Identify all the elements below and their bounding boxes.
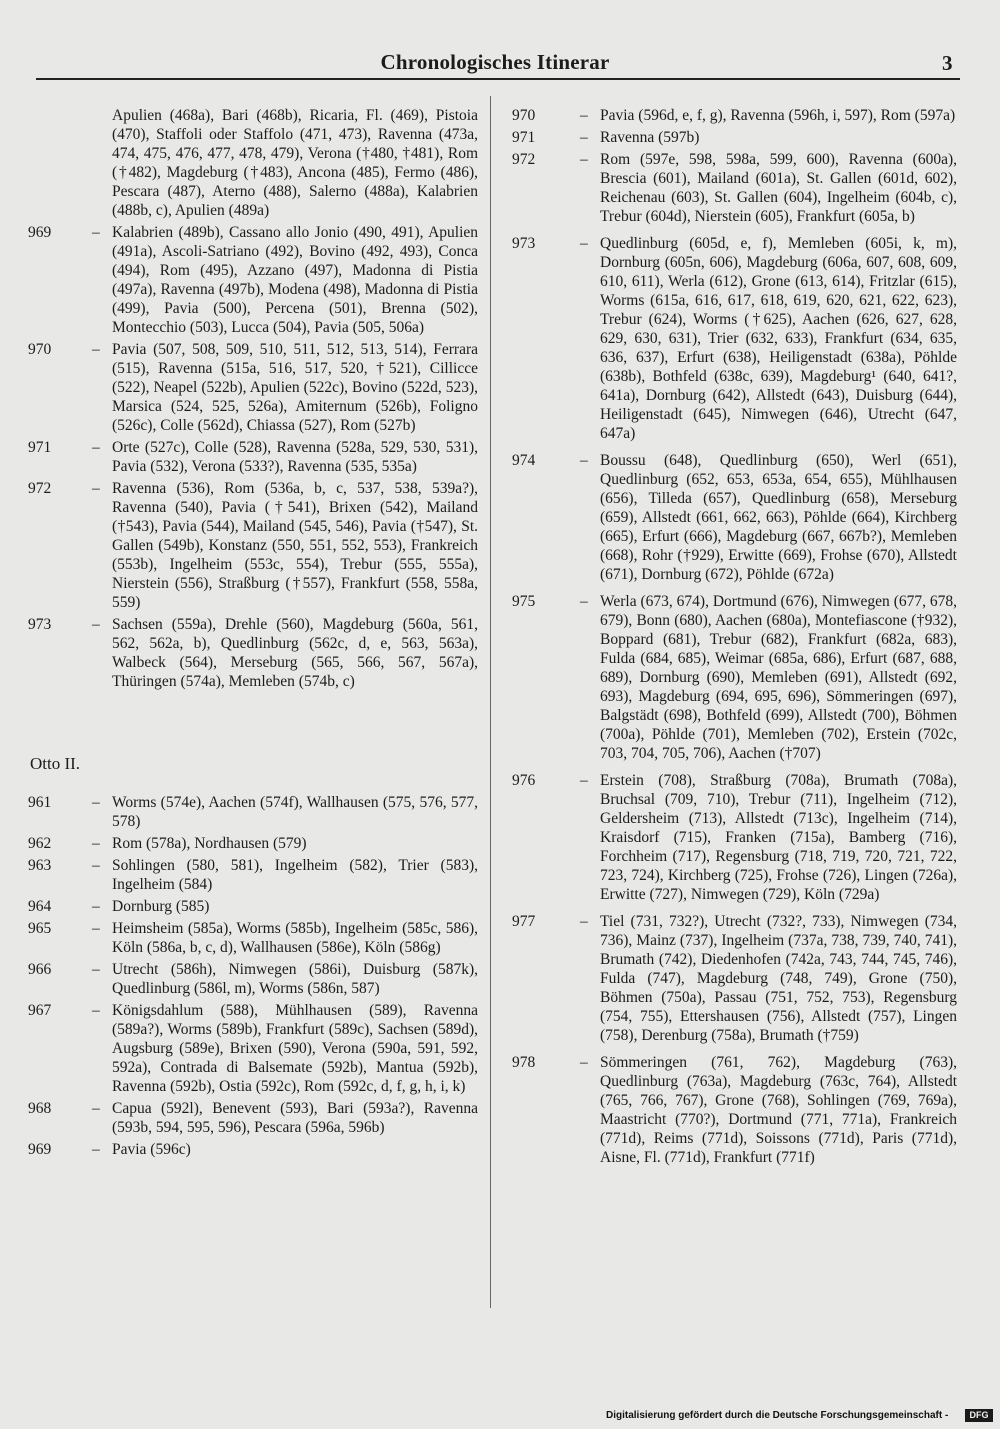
itinerary-entry bbox=[512, 128, 957, 147]
entry-year: 969 bbox=[28, 224, 52, 241]
entry-text: Utrecht (586h), Nimwegen (586i), Duisburg (587k), Quedlinburg (586l, m), Worms (586n, 587) bbox=[112, 961, 478, 997]
entry-dash: – bbox=[92, 920, 100, 937]
entry-dash: – bbox=[580, 593, 588, 610]
entry-text: Erstein (708), Straßburg (708a), Brumath (708a), Bruchsal (709, 710), Trebur (711), Ingelheim (712), Geldersheim (713), Allstedt (713c), Ingelheim (714), Kraisdorf (715), Franken (715a), Bamberg (716), Forchheim (717), Regensburg (718, 719, 720, 721, 722, 723, 724), Kirchberg (725), Frohse (726), Lingen (726a), Erwitte (727), Nimwegen (729), Köln (729a) bbox=[600, 772, 957, 903]
itinerary-entry bbox=[28, 340, 478, 435]
entry-text: Ravenna (597b) bbox=[600, 129, 700, 146]
entry-dash: – bbox=[92, 1141, 100, 1158]
entry-text: Boussu (648), Quedlinburg (650), Werl (651), Quedlinburg (652, 653, 653a, 654, 655), Mühlhausen (656), Tilleda (657), Quedlinburg (658), Merseburg (659), Allstedt (661, 662, 663), Pöhlde (664), Kirchberg (665), Erfurt (666), Magdeburg (667, 667b?), Memleben (668), Rohr (†929), Erwitte (669), Frohse (670), Allstedt (671), Dornburg (672), Pöhlde (672a) bbox=[600, 452, 957, 583]
itinerary-entry bbox=[28, 856, 478, 894]
itinerary-entry bbox=[28, 919, 478, 957]
entry-text: Dornburg (585) bbox=[112, 898, 210, 915]
itinerary-entry bbox=[512, 451, 957, 584]
entry-text: Sömmeringen (761, 762), Magdeburg (763), Quedlinburg (763a), Magdeburg (763c, 764), Allstedt (765, 766, 767), Grone (768), Sohlingen (769, 769a), Maastricht (770?), Dortmund (771, 771a), Frankreich (771d), Reims (771d), Soissons (771d), Paris (771d), Aisne, Fl. (771d), Frankfurt (771f) bbox=[600, 1054, 957, 1166]
entry-dash: – bbox=[92, 961, 100, 978]
entry-dash: – bbox=[580, 129, 588, 146]
entry-dash: – bbox=[92, 341, 100, 358]
entry-dash: – bbox=[580, 913, 588, 930]
entry-dash: – bbox=[580, 151, 588, 168]
entry-text: Heimsheim (585a), Worms (585b), Ingelheim (585c, 586), Köln (586a, b, c, d), Wallhausen (586e), Köln (586g) bbox=[112, 920, 478, 956]
entry-text: Rom (597e, 598, 598a, 599, 600), Ravenna (600a), Brescia (601), Mailand (601a), St. Gallen (601d, 602), Reichenau (603), St. Gallen (604), Ingelheim (604b, c), Trebur (604d), Nierstein (605), Frankfurt (605a, b) bbox=[600, 151, 957, 225]
entry-year: 966 bbox=[28, 961, 52, 978]
entry-dash: – bbox=[92, 898, 100, 915]
page-number: 3 bbox=[942, 51, 953, 75]
entry-dash: – bbox=[92, 1002, 100, 1019]
entry-year: 962 bbox=[28, 835, 52, 852]
column-divider bbox=[490, 96, 491, 1308]
entry-text: Orte (527c), Colle (528), Ravenna (528a, 529, 530, 531), Pavia (532), Verona (533?), Ravenna (535, 535a) bbox=[112, 439, 478, 475]
entry-dash: – bbox=[580, 235, 588, 252]
entry-text: Pavia (507, 508, 509, 510, 511, 512, 513, 514), Ferrara (515), Ravenna (515a, 516, 517, 520, †521), Cillicce (522), Neapel (522b), Apulien (522c), Bovino (522d, 523), Marsica (524, 525, 526a), Amiternum (526b), Foligno (526c), Colle (562d), Chiassa (527), Rom (527b) bbox=[112, 341, 478, 434]
header-rule bbox=[36, 78, 960, 80]
entry-year: 972 bbox=[28, 480, 52, 497]
itinerary-entry bbox=[28, 479, 478, 612]
left-column bbox=[28, 106, 478, 1159]
itinerary-entry bbox=[512, 912, 957, 1045]
entry-year: 972 bbox=[512, 151, 536, 168]
itinerary-entry bbox=[28, 897, 478, 916]
continuation-entry bbox=[28, 106, 478, 220]
itinerary-entry bbox=[512, 234, 957, 443]
itinerary-entry bbox=[512, 106, 957, 125]
itinerary-entry bbox=[28, 438, 478, 476]
footer-credit: Digitalisierung gefördert durch die Deutsche Forschungsgemeinschaft - bbox=[606, 1410, 949, 1421]
itinerary-entry bbox=[28, 615, 478, 691]
entry-dash: – bbox=[92, 439, 100, 456]
entry-year: 973 bbox=[28, 616, 52, 633]
entry-text: Ravenna (536), Rom (536a, b, c, 537, 538, 539a?), Ravenna (540), Pavia (†541), Brixen (542), Mailand (†543), Pavia (544), Mailand (545, 546), Pavia (†547), St. Gallen (549b), Konstanz (550, 551, 552, 553), Frankreich (553b), Ingelheim (553c, 554), Trebur (555, 555a), Nierstein (556), Straßburg (†557), Frankfurt (558, 558a, 559) bbox=[112, 480, 478, 611]
entry-text: Sohlingen (580, 581), Ingelheim (582), Trier (583), Ingelheim (584) bbox=[112, 857, 478, 893]
itinerary-entry bbox=[28, 223, 478, 337]
entry-text: Rom (578a), Nordhausen (579) bbox=[112, 835, 307, 852]
itinerary-entry bbox=[28, 834, 478, 853]
entry-year: 963 bbox=[28, 857, 52, 874]
entry-text: Tiel (731, 732?), Utrecht (732?, 733), Nimwegen (734, 736), Mainz (737), Ingelheim (737a, 738, 739, 740, 741), Brumath (742), Diedenhofen (742a, 743, 744, 745, 746), Fulda (747), Magdeburg (748, 749), Grone (750), Böhmen (750a), Passau (751, 752, 753), Regensburg (754, 755), Ettershausen (756), Allstedt (757), Lingen (758), Derenburg (758a), Brumath (†759) bbox=[600, 913, 957, 1044]
entry-text: Sachsen (559a), Drehle (560), Magdeburg (560a, 561, 562, 562a, b), Quedlinburg (562c, d, e, 563, 563a), Walbeck (564), Merseburg (565, 566, 567, 567a), Thüringen (574a), Memleben (574b, c) bbox=[112, 616, 478, 690]
entry-dash: – bbox=[92, 616, 100, 633]
entry-year: 971 bbox=[28, 439, 52, 456]
entry-text: Quedlinburg (605d, e, f), Memleben (605i, k, m), Dornburg (605n, 606), Magdeburg (606a, 607, 608, 609, 610, 611), Werla (612), Grone (613, 614), Fritzlar (615), Worms (615a, 616, 617, 618, 619, 620, 621, 622, 623), Trebur (624), Worms (†625), Aachen (626, 627, 628, 629, 630, 631), Trier (632, 633), Frankfurt (634, 635, 636, 637), Erfurt (638), Heiligenstadt (638a), Pöhlde (638b), Bothfeld (638c, 639), Magdeburg¹ (640, 641?, 641a), Dornburg (642), Allstedt (643), Duisburg (644), Heiligenstadt (645), Nimwegen (646), Utrecht (647, 647a) bbox=[600, 235, 957, 442]
entry-dash: – bbox=[580, 772, 588, 789]
section-heading: Otto II. bbox=[30, 754, 81, 773]
entry-year: 978 bbox=[512, 1054, 536, 1071]
entry-dash: – bbox=[580, 1054, 588, 1071]
entry-year: 965 bbox=[28, 920, 52, 937]
entry-year: 967 bbox=[28, 1002, 52, 1019]
entry-year: 970 bbox=[512, 107, 536, 124]
entry-dash: – bbox=[92, 1100, 100, 1117]
dfg-logo: DFG bbox=[965, 1409, 993, 1422]
entry-text: Königsdahlum (588), Mühlhausen (589), Ravenna (589a?), Worms (589b), Frankfurt (589c), Sachsen (589d), Augsburg (589e), Brixen (590), Verona (590a, 591, 592, 592a), Contrada di Balsemate (592b), Mantua (592b), Ravenna (592b), Ostia (592c), Rom (592c, d, f, g, h, i, k) bbox=[112, 1002, 478, 1095]
page-title: Chronologisches Itinerar bbox=[380, 50, 610, 74]
entry-text: Capua (592l), Benevent (593), Bari (593a?), Ravenna (593b, 594, 595, 596), Pescara (596a, 596b) bbox=[112, 1100, 478, 1136]
entry-text: Worms (574e), Aachen (574f), Wallhausen (575, 576, 577, 578) bbox=[112, 794, 478, 830]
itinerary-entry bbox=[28, 960, 478, 998]
itinerary-entry bbox=[28, 1140, 478, 1159]
entry-dash: – bbox=[92, 224, 100, 241]
itinerary-entry bbox=[512, 771, 957, 904]
entry-year: 975 bbox=[512, 593, 536, 610]
entry-year: 961 bbox=[28, 794, 52, 811]
entry-year: 974 bbox=[512, 452, 536, 469]
entry-year: 977 bbox=[512, 913, 536, 930]
itinerary-entry bbox=[512, 150, 957, 226]
entry-dash: – bbox=[92, 835, 100, 852]
itinerary-entry bbox=[512, 1053, 957, 1167]
itinerary-entry bbox=[28, 1099, 478, 1137]
entry-text: Pavia (596c) bbox=[112, 1141, 191, 1158]
entry-year: 969 bbox=[28, 1141, 52, 1158]
entry-year: 964 bbox=[28, 898, 52, 915]
itinerary-entry bbox=[512, 592, 957, 763]
entry-year: 971 bbox=[512, 129, 536, 146]
entry-year: 968 bbox=[28, 1100, 52, 1117]
entry-year: 976 bbox=[512, 772, 536, 789]
entry-year: 970 bbox=[28, 341, 52, 358]
entry-dash: – bbox=[92, 857, 100, 874]
entry-dash: – bbox=[92, 794, 100, 811]
itinerary-entry bbox=[28, 1001, 478, 1096]
right-column bbox=[512, 106, 957, 1167]
entry-dash: – bbox=[580, 452, 588, 469]
itinerary-entry bbox=[28, 793, 478, 831]
entry-text: Werla (673, 674), Dortmund (676), Nimwegen (677, 678, 679), Bonn (680), Aachen (680a), Montefiascone (†932), Boppard (681), Trebur (682), Frankfurt (682a, 683), Fulda (684, 685), Weimar (685a, 686), Erfurt (687, 688, 689), Dornburg (690), Memleben (691), Allstedt (692, 693), Magdeburg (694, 695, 696), Sömmeringen (697), Balgstädt (698), Bothfeld (699), Allstedt (700), Böhmen (700a), Pöhlde (701), Memleben (702), Erstein (702c, 703, 704, 705, 706), Aachen (†707) bbox=[600, 593, 957, 762]
entry-text: Kalabrien (489b), Cassano allo Jonio (490, 491), Apulien (491a), Ascoli-Satriano (492), Bovino (492, 493), Conca (494), Rom (495), Azzano (497), Madonna di Pistia (497a), Ravenna (497b), Modena (498), Madonna di Pistia (499), Pavia (500), Percena (501), Brenna (502), Montecchio (503), Lucca (504), Pavia (505, 506a) bbox=[112, 224, 478, 336]
entry-dash: – bbox=[580, 107, 588, 124]
entry-text: Pavia (596d, e, f, g), Ravenna (596h, i, 597), Rom (597a) bbox=[600, 107, 956, 124]
entry-year: 973 bbox=[512, 235, 536, 252]
entry-dash: – bbox=[92, 480, 100, 497]
entry-text: Apulien (468a), Bari (468b), Ricaria, Fl. (469), Pistoia (470), Staffoli oder Staffolo (471, 473), Ravenna (473a, 474, 475, 476, 477, 478, 479), Verona (†480, †481), Rom (†482), Magdeburg (†483), Ancona (485), Fermo (486), Pescara (487), Aterno (488), Salerno (488a), Kalabrien (488b, c), Apulien (489a) bbox=[112, 107, 478, 219]
